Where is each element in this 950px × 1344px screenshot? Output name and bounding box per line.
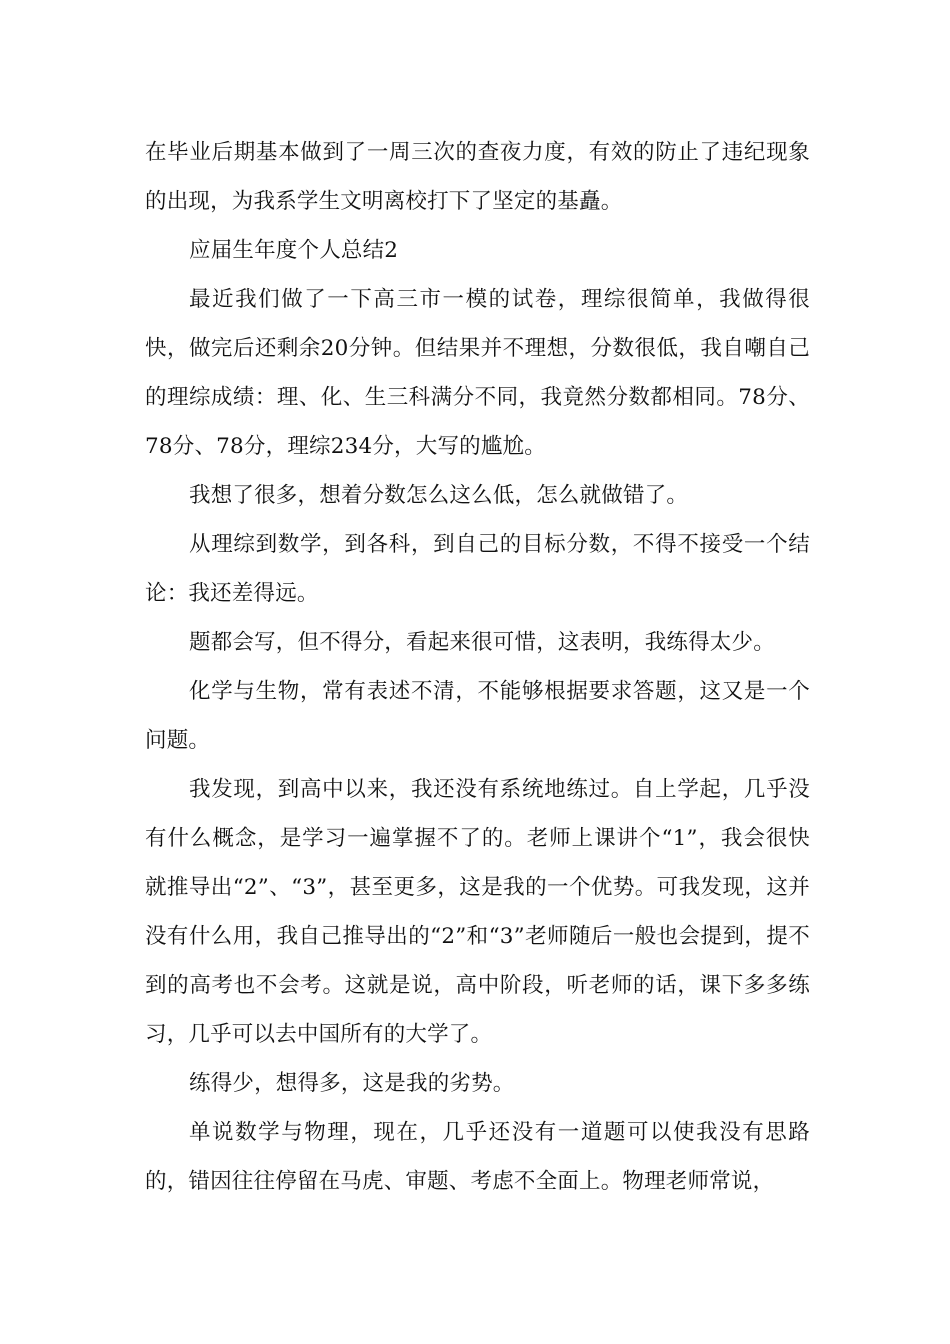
paragraph-continuation: 在毕业后期基本做到了一周三次的查夜力度，有效的防止了违纪现象的出现，为我系学生文明离校打下了坚定的基矗。 — [145, 140, 810, 214]
paragraph: 从理综到数学，到各科，到自己的目标分数，不得不接受一个结论：我还差得远。 — [145, 532, 810, 606]
paragraph: 练得少，想得多，这是我的劣势。 — [189, 1071, 515, 1096]
paragraph: 我想了很多，想着分数怎么这么低，怎么就做错了。 — [189, 483, 689, 508]
section-heading: 应届生年度个人总结2 — [189, 238, 399, 263]
document-body — [145, 128, 810, 1206]
paragraph: 我发现，到高中以来，我还没有系统地练过。自上学起，几乎没有什么概念，是学习一遍掌握不了的。老师上课讲个“1”，我会很快就推导出“2”、“3”，甚至更多，这是我的一个优势。可我发现，这并没有什么用，我自己推导出的“2”和“3”老师随后一般也会提到，提不到的高考也不会考。这就是说，高中阶段，听老师的话，课下多多练习，几乎可以去中国所有的大学了。 — [145, 777, 810, 1047]
paragraph: 题都会写，但不得分，看起来很可惜，这表明，我练得太少。 — [189, 630, 775, 655]
paragraph: 化学与生物，常有表述不清，不能够根据要求答题，这又是一个问题。 — [145, 679, 810, 753]
paragraph: 最近我们做了一下高三市一模的试卷，理综很简单，我做得很快，做完后还剩余20分钟。但结果并不理想，分数很低，我自嘲自己的理综成绩：理、化、生三科满分不同，我竟然分数都相同。78分、78分、78分，理综234分，大写的尴尬。 — [145, 287, 810, 459]
paragraph: 单说数学与物理，现在，几乎还没有一道题可以使我没有思路的，错因往往停留在马虎、审题、考虑不全面上。物理老师常说， — [145, 1120, 810, 1194]
